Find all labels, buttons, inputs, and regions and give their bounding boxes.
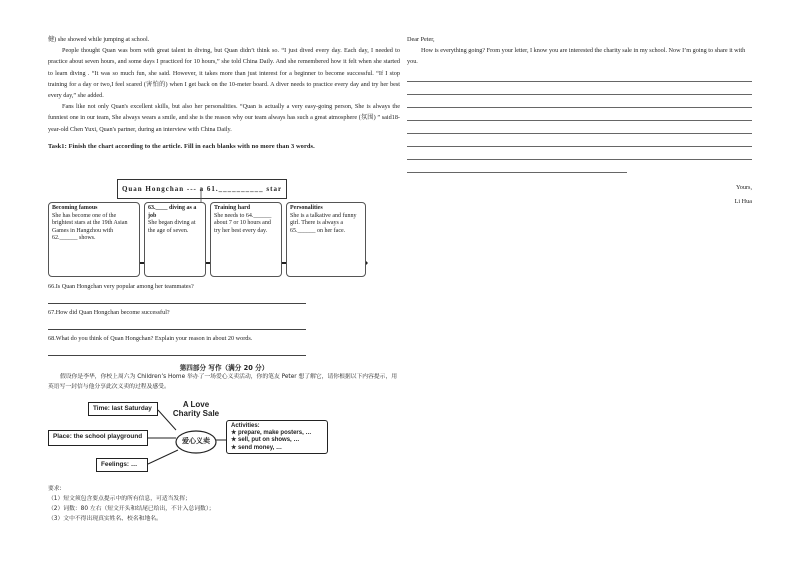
letter-signature: Li Hua: [734, 198, 752, 205]
chart-box-diving-job: [144, 202, 206, 277]
chart-title: Quan Hongchan --- a 61.__________ star: [117, 179, 287, 199]
chart-box-personalities: [286, 202, 366, 277]
letter-closing: Yours,: [735, 184, 752, 191]
writing-line[interactable]: [407, 119, 752, 121]
questions-section: [48, 282, 400, 392]
article-para-2: People thought Quan was born with great talent in diving, but Quan didn’t think so. “I just dived every day. Each day, I needed to practice about seven hours, and some days I practiced for 10 hours,” she told China Daily. And she remembered how it felt when she started to learn diving . “It was so much fun, she said. However, it takes more than just interest for a beginner to become successful. “If I stop training for a day or two,I feel scared (害怕的) when I get back on the 10-meter board. A diver needs to practice every day and try her best every day,” she added.: [48, 47, 400, 100]
box-text: She is a talkative and funny girl. There is always a 65.______ on her face.: [290, 212, 357, 234]
section4-heading: 第四部分 写作（满分 20 分）: [179, 364, 269, 372]
requirements-heading: 要求:: [48, 486, 62, 492]
task1-instruction: Task1: Finish the chart according to the article. Fill in each blanks with no more than 3 words.: [48, 142, 315, 150]
picture-title-line1: A Love: [182, 400, 210, 409]
activity-1: ★ prepare, make posters, …: [231, 430, 312, 437]
box-heading: 63.____ diving as a job: [148, 205, 197, 219]
letter-salutation: Dear Peter,: [407, 36, 435, 43]
picture-title: [166, 400, 226, 418]
activity-3: ★ send money, …: [231, 444, 282, 451]
picture-title-line2: Charity Sale: [172, 409, 220, 418]
letter-column: [407, 34, 752, 209]
charity-logo: 爱心义卖: [182, 437, 210, 445]
article-para-1: 健) she showed while jumping at school.: [48, 36, 150, 43]
requirements: [48, 484, 400, 524]
question-67: 67.How did Quan Hongchan become successful?: [48, 309, 170, 316]
writing-line[interactable]: [407, 158, 752, 160]
chart-box-training-hard: [210, 202, 282, 277]
left-column: [48, 34, 400, 150]
activity-2: ★ sell, put on shows, …: [231, 437, 300, 444]
feelings-box: Feelings: …: [96, 458, 148, 472]
answer-line-66[interactable]: [48, 302, 306, 304]
activities-box: [226, 420, 328, 454]
chart-box-becoming-famous: [48, 202, 140, 277]
box-text: She began diving at the age of seven.: [148, 220, 196, 234]
box-text: She has become one of the brightest stars at the 19th Asian Games in Hangzhou with 62.______ shows.: [52, 212, 128, 242]
writing-prompt: 假设你是李华，你校上周六为 Children’s Home 举办了一场爱心义卖活动，你的笔友 Peter 想了解它，请你根据以下内容提示，用英语写一封信与他分享此次义卖的过程及感受。: [48, 374, 398, 390]
place-box: Place: the school playground: [48, 430, 148, 446]
requirement-3: （3）文中不得出现真实姓名、校名和地名。: [48, 516, 162, 522]
writing-line[interactable]: [407, 93, 752, 95]
quan-chart: [48, 179, 368, 281]
writing-line[interactable]: [407, 132, 752, 134]
requirement-1: （1）短文须包含要点提示中的所有信息，可适当发挥；: [48, 496, 191, 502]
activities-heading: Activities:: [231, 423, 260, 429]
writing-line[interactable]: [407, 145, 752, 147]
box-heading: Becoming famous: [52, 205, 98, 211]
charity-sale-picture: [48, 398, 338, 476]
question-66: 66.Is Quan Hongchan very popular among her teammates?: [48, 283, 194, 290]
time-box: Time: last Saturday: [88, 402, 158, 416]
writing-line[interactable]: [407, 80, 752, 82]
letter-opening: How is everything going? From your letter, I know you are interested the charity sale in my school. Now I’m going to share it with you.: [407, 47, 746, 65]
box-text: She needs to 64.______ about 7 or 10 hours and try her best every day.: [214, 212, 272, 234]
box-heading: Personalities: [290, 205, 323, 211]
article-para-3: Fans like not only Quan's excellent skills, but also her personalities. “Quan is actually a very easy-going person, She is always the funniest one in our team, She always wears a smile, and she is the reason why our team always has such a great atmosphere (氛围) ” said18-year-old Chen Yuxi, Quan's partner, during an interview with China Daily.: [48, 103, 400, 133]
answer-line-67[interactable]: [48, 328, 306, 330]
box-heading: Training hard: [214, 205, 251, 211]
question-68: 68.What do you think of Quan Hongchan? Explain your reason in about 20 words.: [48, 335, 253, 342]
answer-line-68[interactable]: [48, 354, 306, 356]
writing-line[interactable]: [407, 106, 752, 108]
requirement-2: （2）词数：80 左右（短文开头和结尾已给出，不计入总词数）；: [48, 506, 215, 512]
